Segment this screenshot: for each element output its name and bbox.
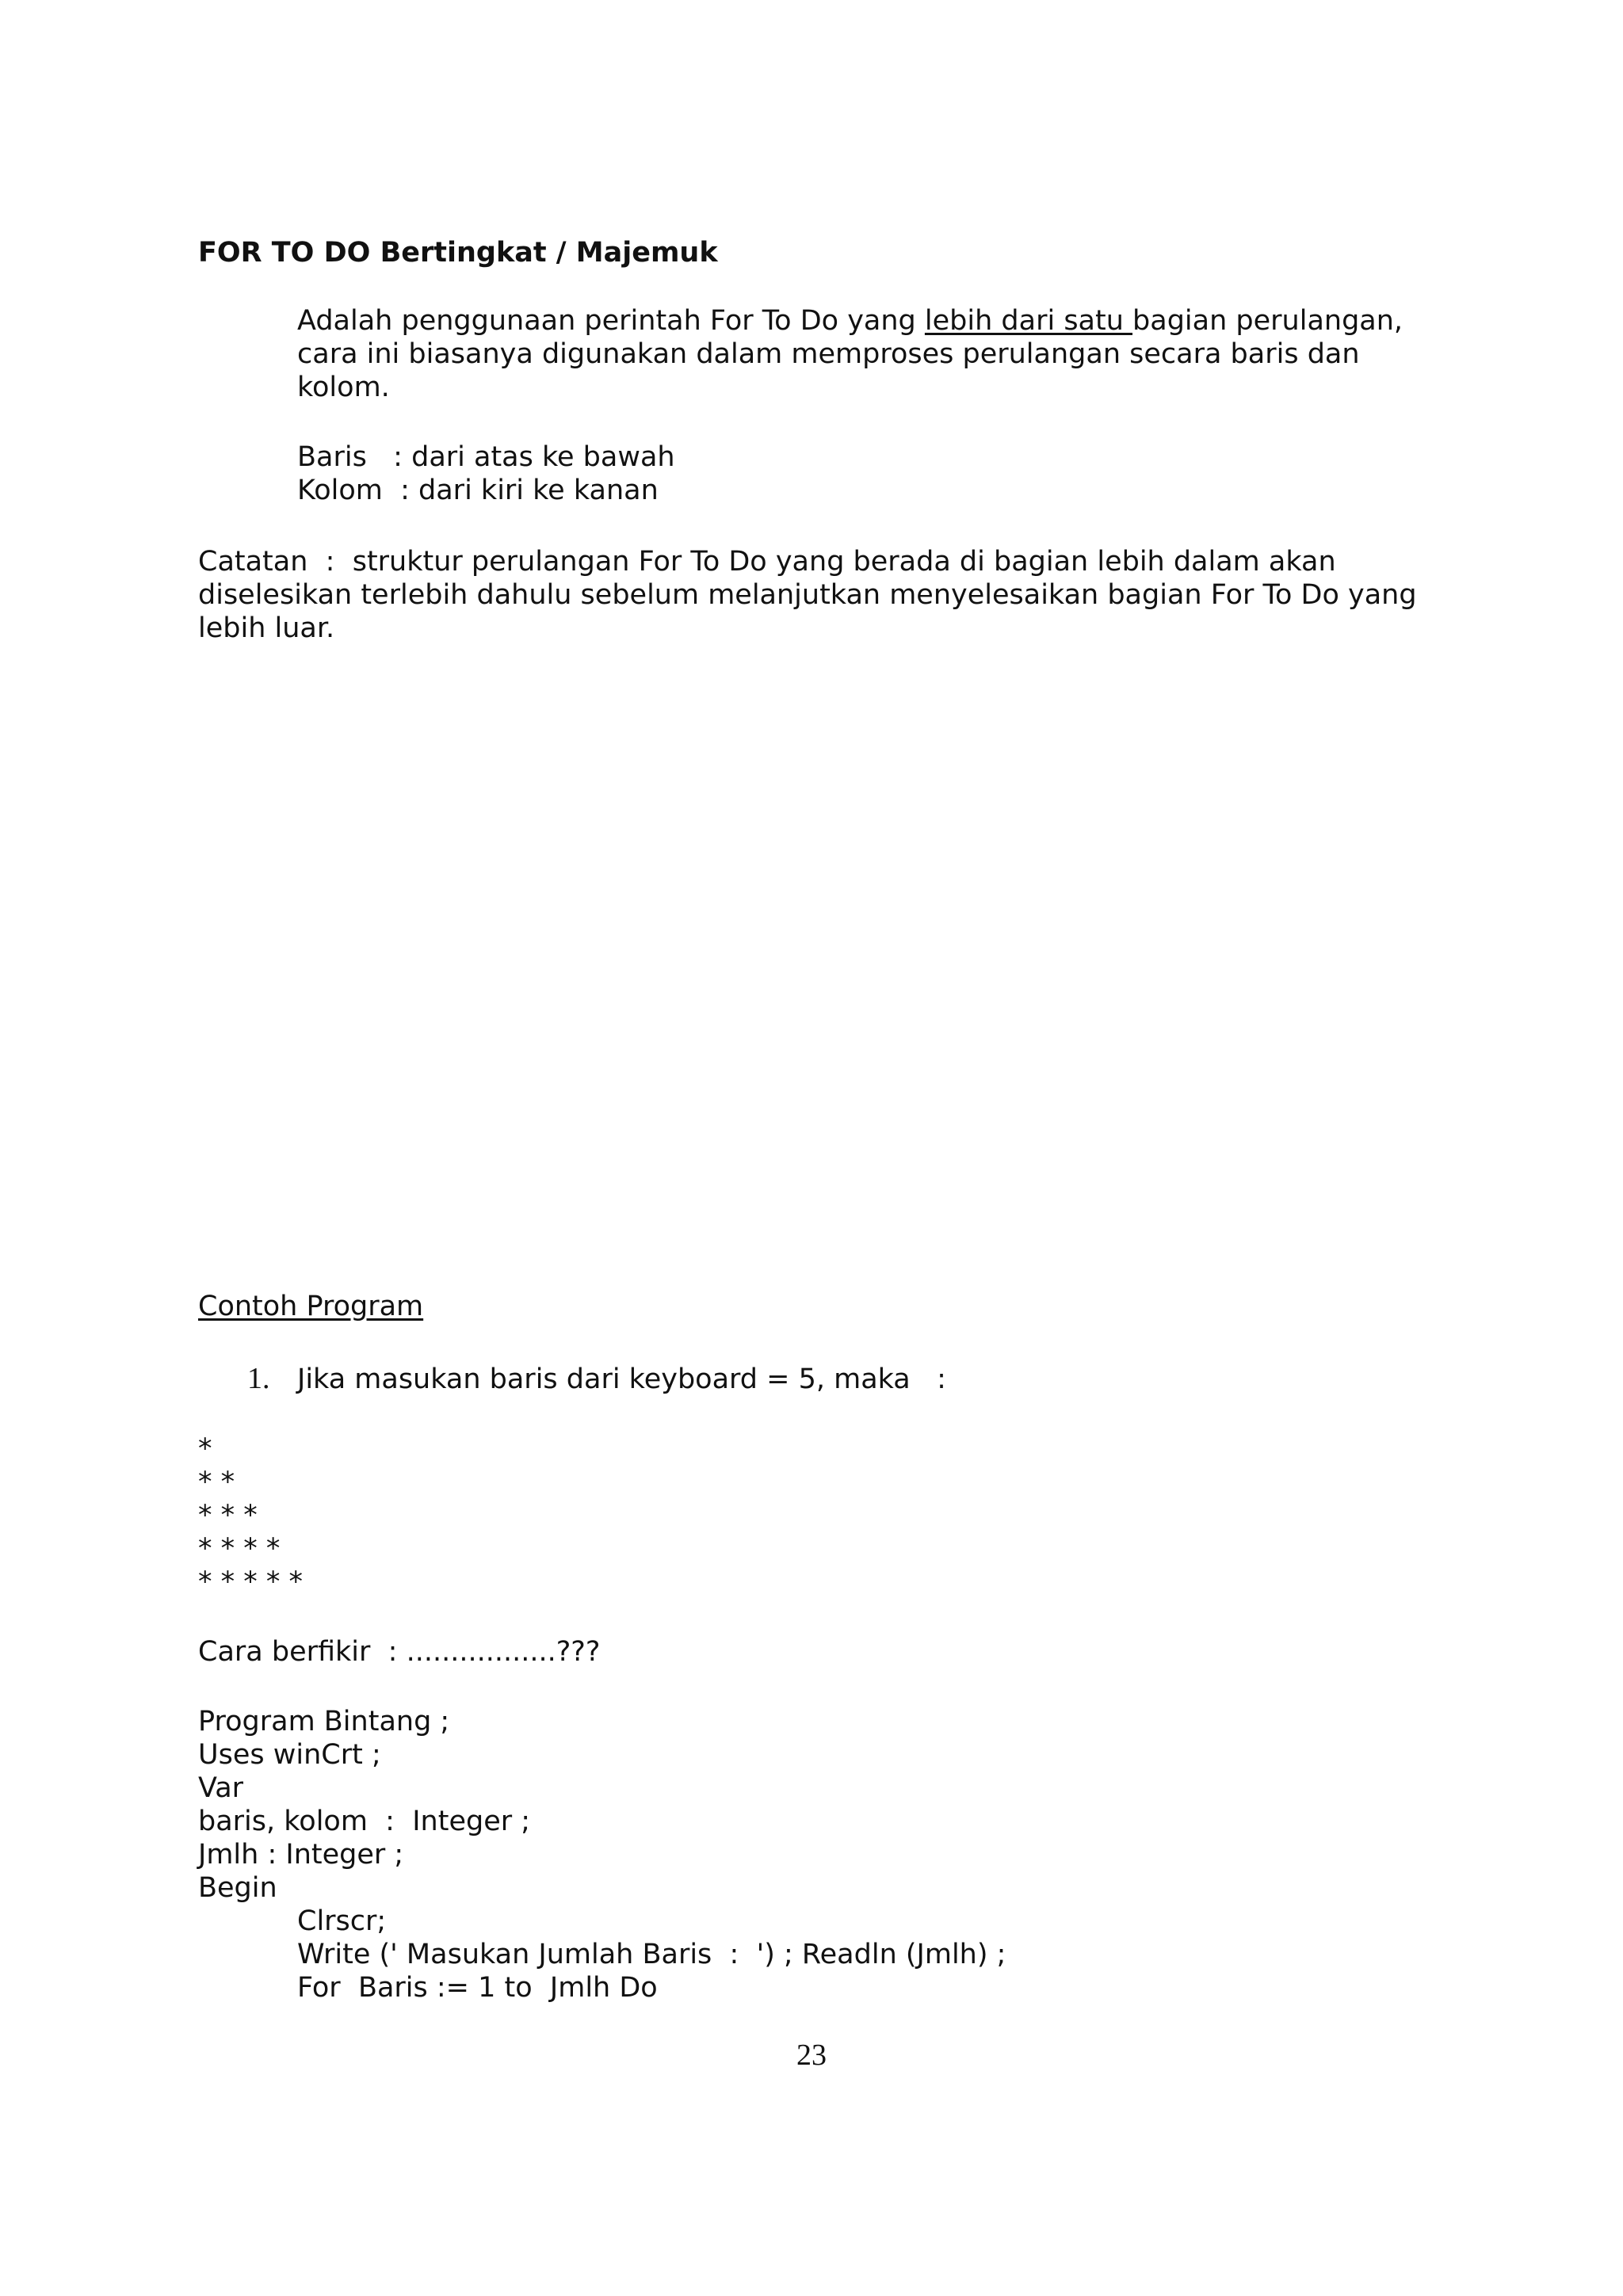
cara-berfikir: Cara berfikir : .................??? [198,1636,601,1668]
def-baris: Baris : dari atas ke bawah [297,441,675,473]
catatan-line-2: diselesikan terlebih dahulu sebelum melanjutkan menyelesaikan bagian For To Do yang [198,579,1417,611]
intro-line-1 [297,304,1403,338]
intro-line-2: cara ini biasanya digunakan dalam memproses perulangan secara baris dan [297,338,1360,370]
intro-line-3: kolom. [297,372,390,403]
code-line: Jmlh : Integer ; [198,1839,404,1871]
code-line: Uses winCrt ; [198,1739,381,1771]
code-line: baris, kolom : Integer ; [198,1806,531,1837]
intro-text-b: bagian perulangan, [1132,305,1403,337]
code-line-indented: Write (' Masukan Jumlah Baris : ') ; Readln (Jmlh) ; [297,1939,1006,1970]
catatan-line-1: Catatan : struktur perulangan For To Do yang berada di bagian lebih dalam akan [198,546,1336,578]
code-line-indented: For Baris := 1 to Jmlh Do [297,1972,658,2004]
list-item-text: Jika masukan baris dari keyboard = 5, maka : [297,1363,946,1395]
intro-text-a: Adalah penggunaan perintah For To Do yang [297,305,925,337]
code-line: Var [198,1772,244,1804]
def-kolom: Kolom : dari kiri ke kanan [297,475,659,506]
code-line-indented: Clrscr; [297,1905,387,1937]
page-number: 23 [796,2039,827,2072]
star-row: * * * * [198,1533,281,1565]
contoh-program-title: Contoh Program [198,1291,424,1322]
star-row: * * * [198,1500,258,1531]
section-heading: FOR TO DO Bertingkat / Majemuk [198,237,718,269]
star-row: * * [198,1466,235,1498]
star-row: * [198,1433,212,1465]
intro-underlined-text: lebih dari satu [924,305,1133,337]
star-row: * * * * * [198,1566,304,1598]
catatan-line-3: lebih luar. [198,612,335,644]
code-line: Program Bintang ; [198,1706,450,1737]
code-line: Begin [198,1872,277,1904]
list-number: 1. [247,1362,270,1395]
